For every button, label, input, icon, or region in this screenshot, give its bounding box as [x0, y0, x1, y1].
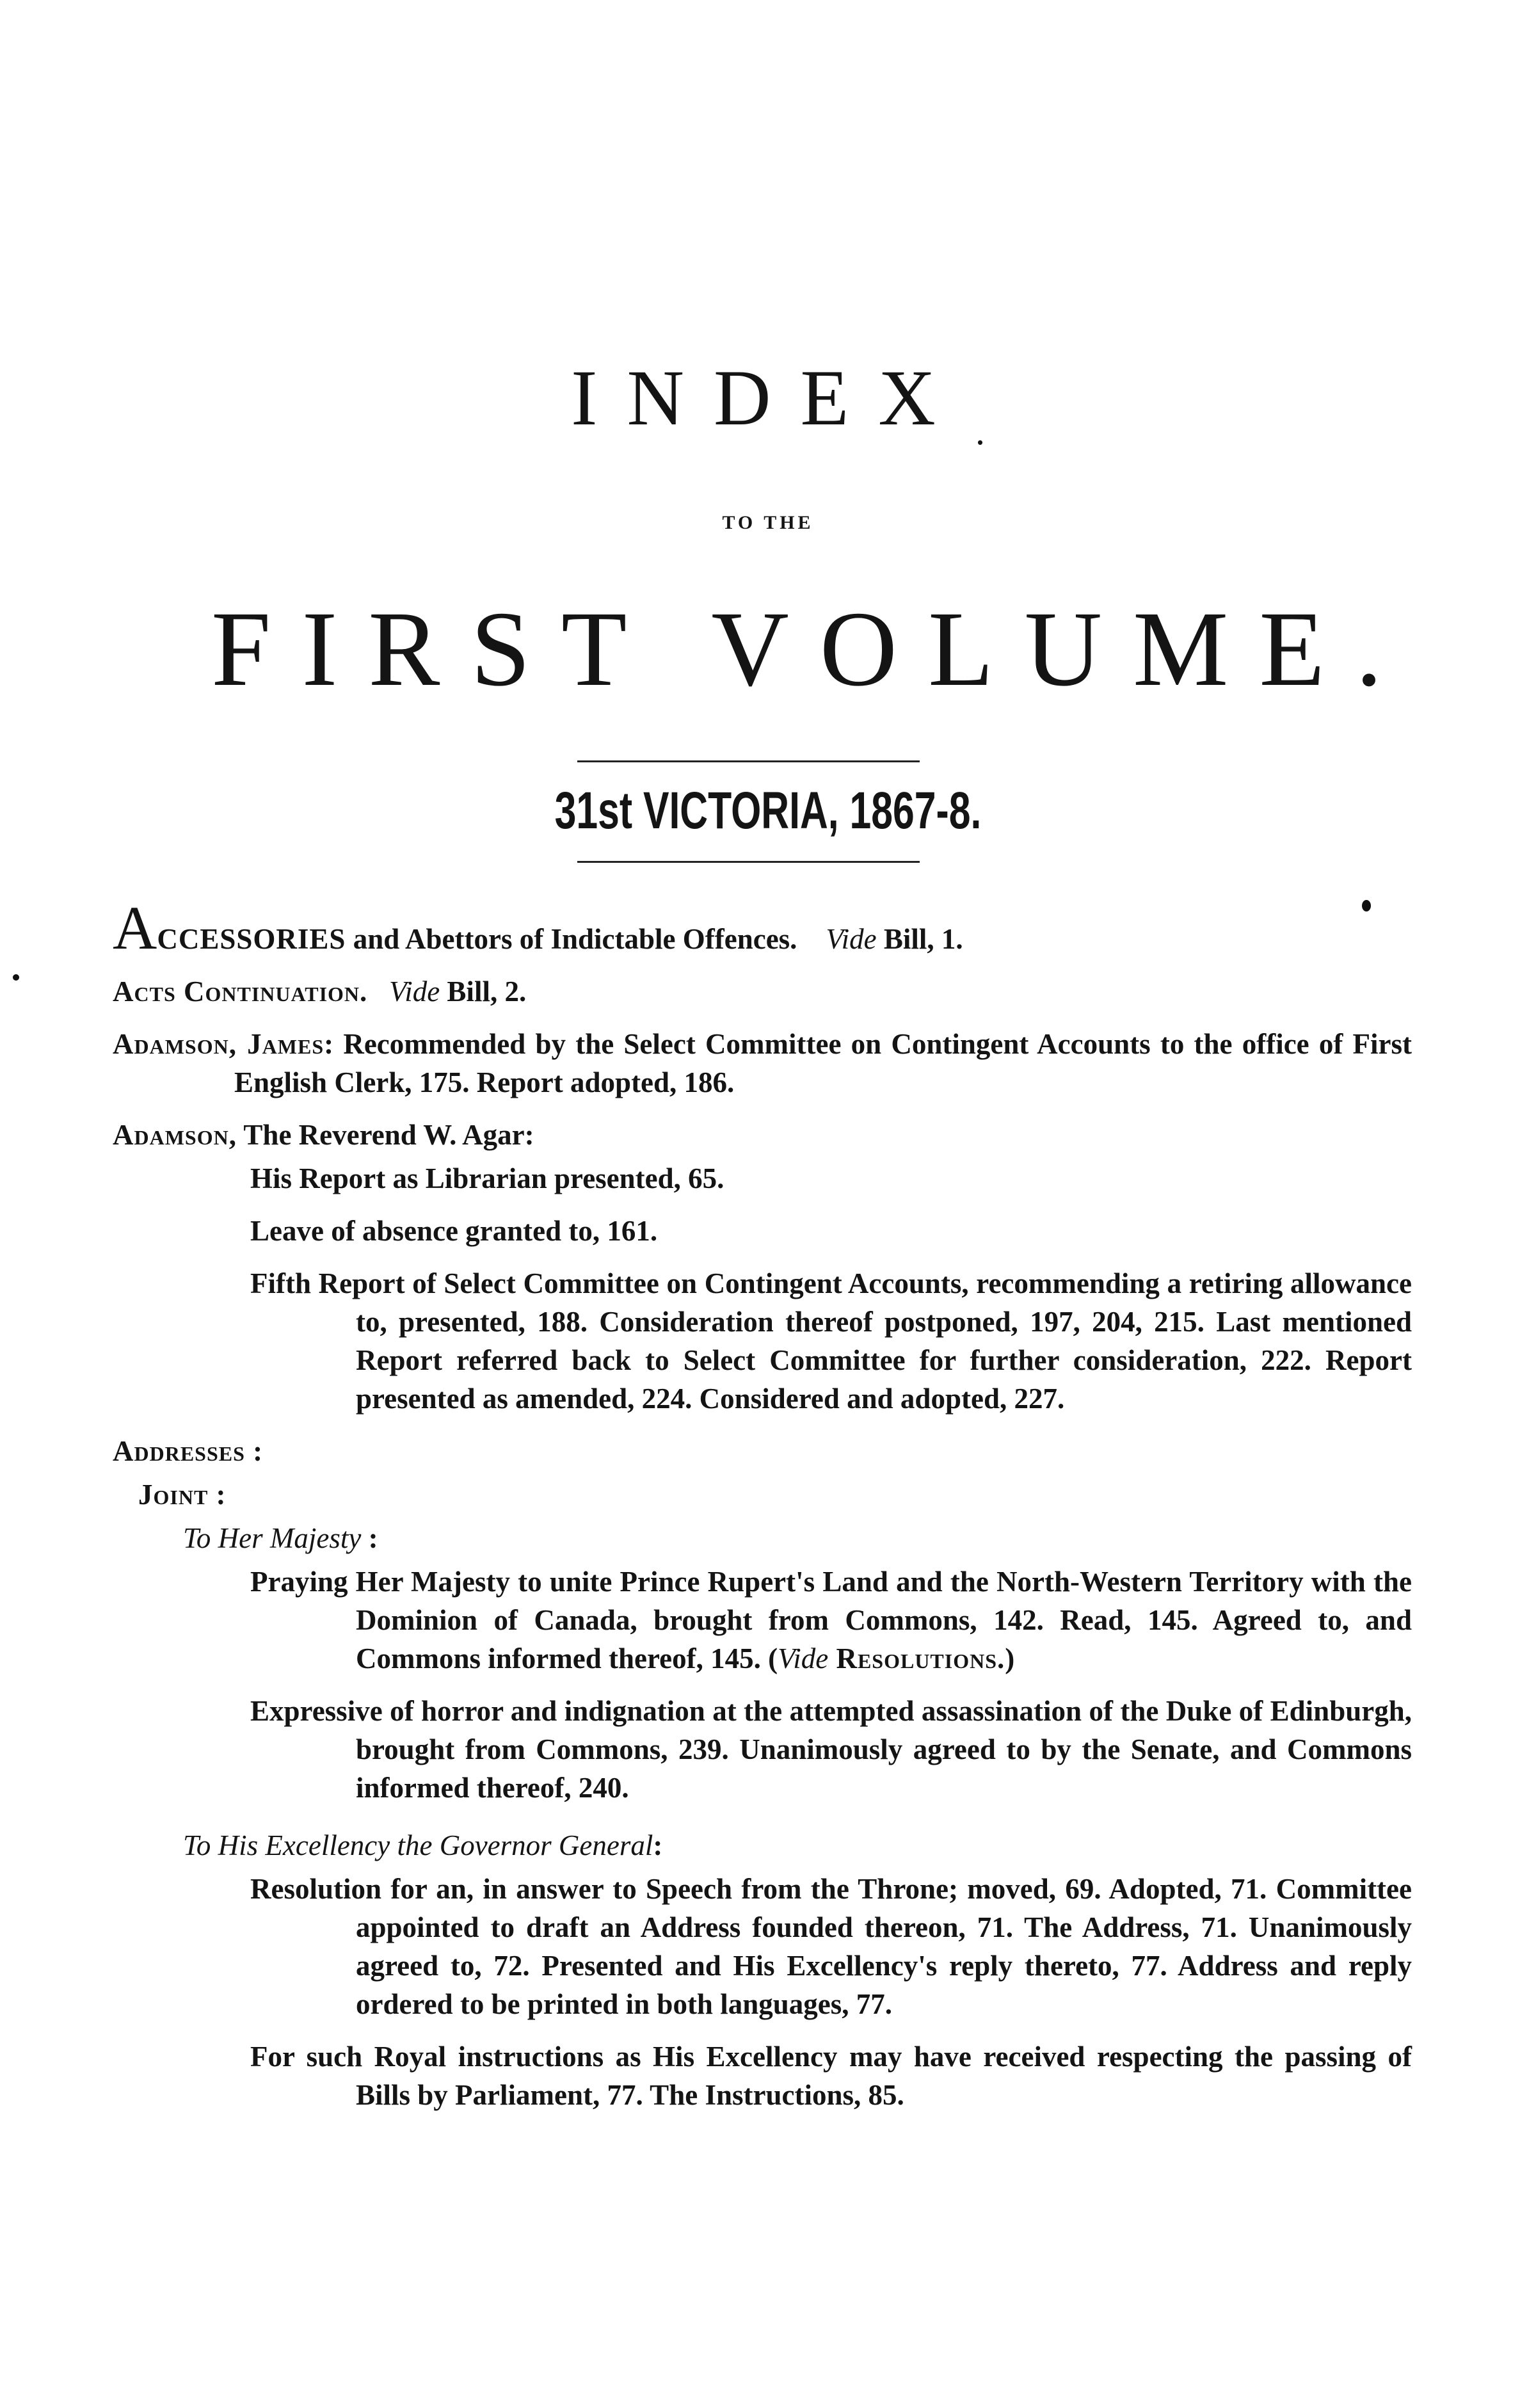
section-label: To Her Majesty — [183, 1522, 362, 1554]
bottom-rule — [577, 861, 920, 863]
to-the-subtitle: TO THE — [722, 512, 814, 533]
subentry: Fifth Report of Select Committee on Contingent Accounts, recommending a retiring allowance to, presented, 188. Consideration thereof postponed, 197, 204, 215. Last mentioned Report referred back to Select Committee for further consideration, 222. Report presented as amended, 224. Considered and adopted, 227. — [250, 1267, 1412, 1415]
index-entries — [113, 894, 1412, 2128]
subentry-resolution: Resolution for an, in answer to Speech from the Throne; moved, 69. Adopted, 71. Committee appointed to draft an Address founded thereon, 71. The Address, 71. Unanimously agreed to, 72. Presented and His Excellency's reply thereto, 77. Address and reply ordered to be printed in both languages, 77. — [250, 1873, 1412, 2020]
vide-reference: Vide — [826, 923, 877, 955]
subentry-royal-instructions: For such Royal instructions as His Excellency may have received respecting the passing of Bills by Parliament, 77. The Instructions, 85. — [250, 2041, 1412, 2111]
index-title: INDEX — [571, 354, 965, 442]
cross-reference: Resolutions. — [828, 1642, 1005, 1674]
stray-dot: . — [975, 410, 985, 453]
to-his-excellency-heading — [183, 1826, 1412, 1865]
subentry: His Report as Librarian presented, 65. — [250, 1162, 724, 1194]
entry-heading: Acts Continuation. — [113, 975, 368, 1007]
entry-text: The Reverend W. Agar: — [236, 1119, 534, 1151]
vide-reference: Vide — [778, 1642, 829, 1674]
joint-heading: Joint : — [138, 1479, 227, 1511]
entry-ref: Bill, 1. — [876, 923, 963, 955]
entry-accessories — [113, 894, 1412, 962]
drop-initial: A — [113, 894, 157, 962]
to-her-majesty-heading — [183, 1519, 1412, 1557]
entry-ref: Bill, 2. — [440, 975, 527, 1007]
entry-addresses — [113, 1432, 1412, 1470]
entry-text: and Abettors of Indictable Offences. — [346, 923, 797, 955]
entry-heading: Addresses : — [113, 1435, 264, 1467]
entry-text: : Recommended by the Select Committee on Contingent Accounts to the office of First English Clerk, 175. Report adopted, 186. — [234, 1028, 1412, 1098]
subentry-text: Praying Her Majesty to unite Prince Rupert's Land and the North-Western Territory with the Dominion of Canada, brought from Commons, 142. Read, 145. Agreed to, and Commons informed thereof, 145. ( — [250, 1566, 1412, 1674]
section-colon: : — [653, 1829, 663, 1861]
entry-acts-continuation — [113, 972, 1412, 1011]
top-rule — [577, 760, 920, 762]
print-speck — [13, 974, 19, 981]
entry-adamson-james — [113, 1025, 1412, 1102]
entry-heading: Adamson, James — [113, 1028, 324, 1060]
close-paren: ) — [1005, 1642, 1015, 1674]
subentry-expressive: Expressive of horror and indignation at the attempted assassination of the Duke of Edinburgh, brought from Commons, 239. Unanimously agreed to by the Senate, and Commons informed thereof, 240. — [250, 1695, 1412, 1804]
first-volume-title: FIRST VOLUME. — [211, 590, 1414, 709]
entry-heading: CCESSORIES — [157, 923, 346, 955]
entry-adamson-agar — [113, 1116, 1412, 1154]
entry-heading: Adamson, — [113, 1119, 237, 1151]
vide-reference: Vide — [389, 975, 440, 1007]
subentry-praying — [250, 1562, 1412, 1678]
section-label: To His Excellency the Governor General — [183, 1829, 653, 1861]
subentry: Leave of absence granted to, 161. — [250, 1215, 658, 1247]
section-colon: : — [361, 1522, 378, 1554]
session-heading: 31st VICTORIA, 1867-8. — [554, 782, 982, 840]
